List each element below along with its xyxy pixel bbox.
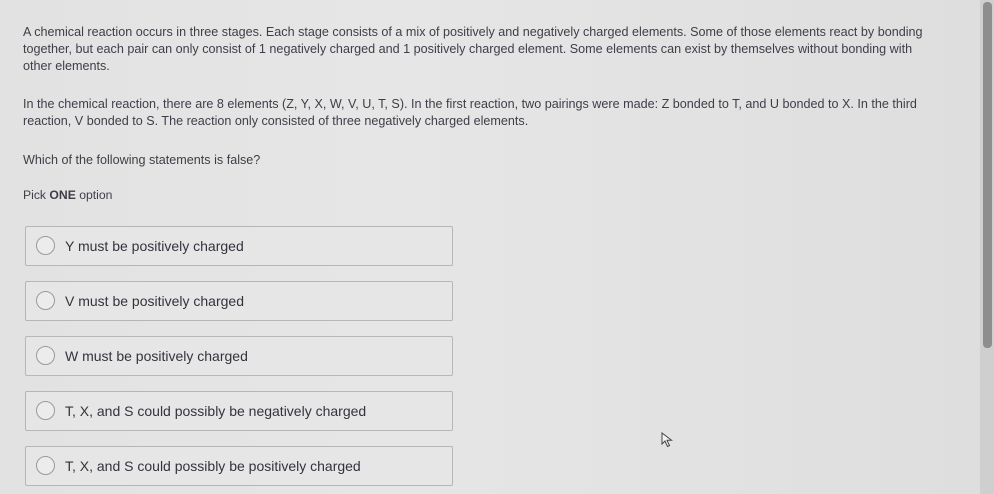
question-paragraph-2: In the chemical reaction, there are 8 elements (Z, Y, X, W, V, U, T, S). In the first reaction, two pairings were made: Z bonded to T, and U bonded to X. In the third reaction, V bonded to S. The reaction only consisted of three negatively charged elements.: [23, 97, 917, 128]
answer-option-2[interactable]: [25, 281, 453, 321]
radio-circle-icon[interactable]: [36, 291, 55, 310]
radio-circle-icon[interactable]: [36, 456, 55, 475]
scrollbar-thumb[interactable]: [983, 2, 992, 348]
pick-instruction: [23, 188, 112, 202]
radio-circle-icon[interactable]: [36, 236, 55, 255]
question-prompt: Which of the following statements is false?: [23, 153, 261, 167]
mouse-pointer-icon: [661, 432, 675, 448]
answer-option-3[interactable]: [25, 336, 453, 376]
radio-circle-icon[interactable]: [36, 346, 55, 365]
answer-option-label: Y must be positively charged: [65, 238, 244, 254]
answer-option-label: V must be positively charged: [65, 293, 244, 309]
question-paragraph-1: A chemical reaction occurs in three stages. Each stage consists of a mix of positively and negatively charged elements. Some of those elements react by bonding together, but each pair can only consist of 1 negatively charged and 1 positively charged element. Some elements can exist by themselves without bonding with other elements.: [23, 25, 923, 73]
pick-prefix: Pick: [23, 188, 50, 202]
answer-option-1[interactable]: [25, 226, 453, 266]
answer-option-4[interactable]: [25, 391, 453, 431]
answer-option-5[interactable]: [25, 446, 453, 486]
vertical-scrollbar[interactable]: [980, 0, 994, 494]
answer-option-label: T, X, and S could possibly be negatively charged: [65, 403, 367, 419]
radio-circle-icon[interactable]: [36, 401, 55, 420]
pick-suffix: option: [75, 188, 113, 202]
answer-option-label: W must be positively charged: [65, 348, 248, 364]
pick-emphasis: ONE: [49, 188, 76, 202]
answer-option-label: T, X, and S could possibly be positively charged: [65, 458, 361, 474]
